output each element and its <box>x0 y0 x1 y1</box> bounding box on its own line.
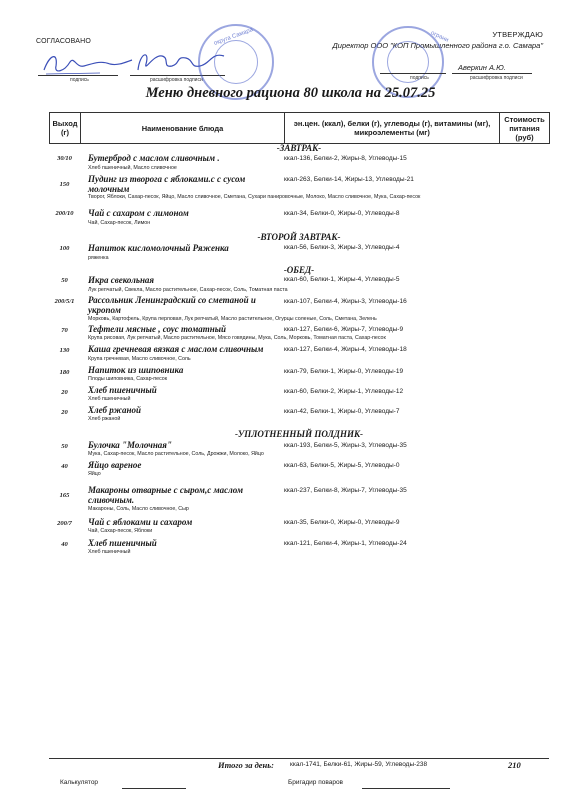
menu-body <box>49 143 549 559</box>
table-row <box>49 386 549 406</box>
item-yield: 20 <box>61 389 68 396</box>
item-yield: 30/10 <box>57 155 72 162</box>
approval-left-label: СОГЛАСОВАНО <box>36 38 92 45</box>
item-name: Напиток кисломолочный Ряженка <box>88 243 229 253</box>
menu-table-header <box>49 112 550 144</box>
section-title-second-breakfast: -ВТОРОЙ ЗАВТРАК- <box>257 232 341 242</box>
item-yield: 200/10 <box>55 210 74 217</box>
total-divider <box>49 758 549 759</box>
item-name: Каша гречневая вязкая с маслом сливочным <box>88 344 264 354</box>
item-name: Чай с сахаром с лимоном <box>88 208 189 218</box>
footer-chef-line <box>362 788 450 789</box>
approval-right-label: УТВЕРЖДАЮ <box>492 30 543 39</box>
footer-chef-label: Бригадир поваров <box>288 779 344 786</box>
item-ingredients: Хлеб ржаной <box>88 416 121 422</box>
total-price: 210 <box>508 760 521 770</box>
item-nutrition: ккал-263, Белки-14, Жиры-13, Углеводы-21 <box>284 176 414 183</box>
item-name: Напиток из шиповника <box>88 365 184 375</box>
table-row <box>49 154 549 175</box>
table-row <box>49 539 549 559</box>
item-ingredients: Морковь, Картофель, Крупа перловая, Лук репчатый, Масло растительное, Огурцы соленые, Соль, Сметана, Зелень <box>88 316 377 322</box>
item-nutrition: ккал-127, Белки-6, Жиры-7, Углеводы-9 <box>284 326 404 333</box>
item-yield: 150 <box>59 181 70 188</box>
section-title-afternoon: -УПЛОТНЕННЫЙ ПОЛДНИК- <box>234 429 364 439</box>
caption-decode-left: расшифровка подписи <box>150 77 203 83</box>
item-ingredients: Чай, Сахар-песок, Яблоки <box>88 528 153 534</box>
approval-right-name: Аверкин А.Ю. <box>458 63 506 72</box>
item-yield: 70 <box>61 327 68 334</box>
item-nutrition: ккал-79, Белки-1, Жиры-0, Углеводы-19 <box>284 368 404 375</box>
item-name: Икра свекольная <box>88 275 155 285</box>
stamp-left-text: округа Самара <box>213 27 254 47</box>
header-yield: Выход (г) <box>50 113 81 144</box>
item-name: Булочка "Молочная" <box>88 440 172 450</box>
item-nutrition: ккал-63, Белки-5, Жиры-5, Углеводы-0 <box>284 462 400 469</box>
item-ingredients: Крупа рисовая, Лук репчатый, Масло растительное, Мясо говядины, Мука, Соль, Морковь, Томатная паста, Сахар-песок <box>88 335 386 341</box>
signature-line-left <box>38 75 118 76</box>
footer-calculator-label: Калькулятор <box>60 779 99 786</box>
table-row <box>49 209 549 232</box>
item-yield: 50 <box>61 277 68 284</box>
item-nutrition: ккал-56, Белки-3, Жиры-3, Углеводы-4 <box>284 244 400 251</box>
item-yield: 180 <box>59 369 70 376</box>
item-nutrition: ккал-237, Белки-8, Жиры-7, Углеводы-35 <box>284 487 407 494</box>
item-yield: 100 <box>59 245 70 252</box>
item-name: Хлеб пшеничный <box>88 538 157 548</box>
header-dish: Наименование блюда <box>81 113 285 144</box>
table-row <box>49 243 549 265</box>
item-ingredients: Лук репчатый, Свекла, Масло растительное, Сахар-песок, Соль, Томатная паста <box>88 287 288 293</box>
approval-right-position: Директор ООО "КОП Промышленного района г.о. Самара" <box>332 41 543 50</box>
item-ingredients: Творог, Яблоки, Сахар-песок, Яйцо, Масло сливочное, Сметана, Сухари панировочные, Молоко, Масло сливочное, Мука, Сахар-песок <box>88 194 421 200</box>
item-ingredients: Чай, Сахар-песок, Лимон <box>88 220 151 226</box>
caption-signature-right: подпись <box>410 75 429 81</box>
signature-line-right-decode <box>452 73 532 74</box>
item-ingredients: Мука, Сахар-песок, Масло растительное, Соль, Дрожжи, Молоко, Яйцо <box>88 451 264 457</box>
table-row <box>49 406 549 429</box>
caption-signature-left: подпись <box>70 77 89 83</box>
item-name: Чай с яблоками и сахаром <box>88 517 193 527</box>
item-nutrition: ккал-193, Белки-5, Жиры-3, Углеводы-35 <box>284 442 407 449</box>
item-yield: 40 <box>61 463 68 470</box>
total-value: ккал-1741, Белки-61, Жиры-59, Углеводы-238 <box>290 761 428 768</box>
stamp-right-text: ограни <box>429 30 450 44</box>
section-title-breakfast: -ЗАВТРАК- <box>276 143 322 153</box>
table-row <box>49 296 549 325</box>
item-nutrition: ккал-42, Белки-1, Жиры-0, Углеводы-7 <box>284 408 400 415</box>
item-nutrition: ккал-107, Белки-4, Жиры-3, Углеводы-16 <box>284 298 407 305</box>
item-ingredients: Яйцо <box>88 471 101 477</box>
table-row <box>49 276 549 296</box>
table-row <box>49 461 549 485</box>
table-row <box>49 175 549 209</box>
item-ingredients: Крупа гречневая, Масло сливочное, Соль <box>88 356 191 362</box>
item-nutrition: ккал-121, Белки-4, Жиры-1, Углеводы-24 <box>284 540 407 547</box>
table-row <box>49 345 549 366</box>
page-title: Меню дневного рациона 80 школа на 25.07.25 <box>145 85 436 101</box>
item-nutrition: ккал-127, Белки-4, Жиры-4, Углеводы-18 <box>284 346 407 353</box>
header-price: Стоимость питания (руб) <box>500 113 550 144</box>
item-nutrition: ккал-35, Белки-0, Жиры-0, Углеводы-9 <box>284 519 400 526</box>
item-nutrition: ккал-60, Белки-1, Жиры-4, Углеводы-5 <box>284 276 400 283</box>
item-ingredients: Макароны, Соль, Масло сливочное, Сыр <box>88 506 189 512</box>
item-yield: 165 <box>59 492 70 499</box>
item-name: Рассольник Ленинградский со сметаной и укропом <box>88 295 256 315</box>
table-row <box>49 440 549 461</box>
item-name: Тефтели мясные , соус томатный <box>88 324 226 334</box>
item-nutrition: ккал-34, Белки-0, Жиры-0, Углеводы-8 <box>284 210 400 217</box>
item-yield: 50 <box>61 443 68 450</box>
item-yield: 200/5/1 <box>54 298 75 305</box>
item-yield: 40 <box>61 541 68 548</box>
item-name: Макароны отварные с сыром,с маслом сливочным. <box>88 485 244 505</box>
total-label: Итого за день: <box>218 760 274 770</box>
item-ingredients: Хлеб пшеничный <box>88 549 131 555</box>
footer-calculator-line <box>122 788 186 789</box>
header-nutrition: эн.цен. (ккал), белки (г), углеводы (г), витамины (мг), микроэлементы (мг) <box>285 113 500 144</box>
section-title-lunch: -ОБЕД- <box>283 265 315 275</box>
item-ingredients: Плоды шиповника, Сахар-песок <box>88 376 168 382</box>
item-ingredients: Хлеб пшеничный, Масло сливочное <box>88 165 177 171</box>
item-yield: 200/7 <box>57 520 72 527</box>
item-ingredients: ряженка <box>88 255 109 261</box>
caption-decode-right: расшифровка подписи <box>470 75 523 81</box>
signature-line-right <box>380 73 446 74</box>
item-nutrition: ккал-136, Белки-2, Жиры-8, Углеводы-15 <box>284 155 407 162</box>
item-name: Хлеб ржаной <box>88 405 141 415</box>
table-row <box>49 325 549 345</box>
item-name: Бутерброд с маслом сливочным . <box>88 153 220 163</box>
table-row <box>49 366 549 386</box>
item-name: Яйцо вареное <box>88 460 142 470</box>
item-nutrition: ккал-60, Белки-2, Жиры-1, Углеводы-12 <box>284 388 404 395</box>
item-ingredients: Хлеб пшеничный <box>88 396 131 402</box>
table-row <box>49 518 549 539</box>
item-name: Пудинг из творога с яблоками.с с сусом молочным <box>88 174 246 194</box>
item-name: Хлеб пшеничный <box>88 385 157 395</box>
table-row <box>49 485 549 518</box>
item-yield: 130 <box>59 347 70 354</box>
item-yield: 20 <box>61 409 68 416</box>
